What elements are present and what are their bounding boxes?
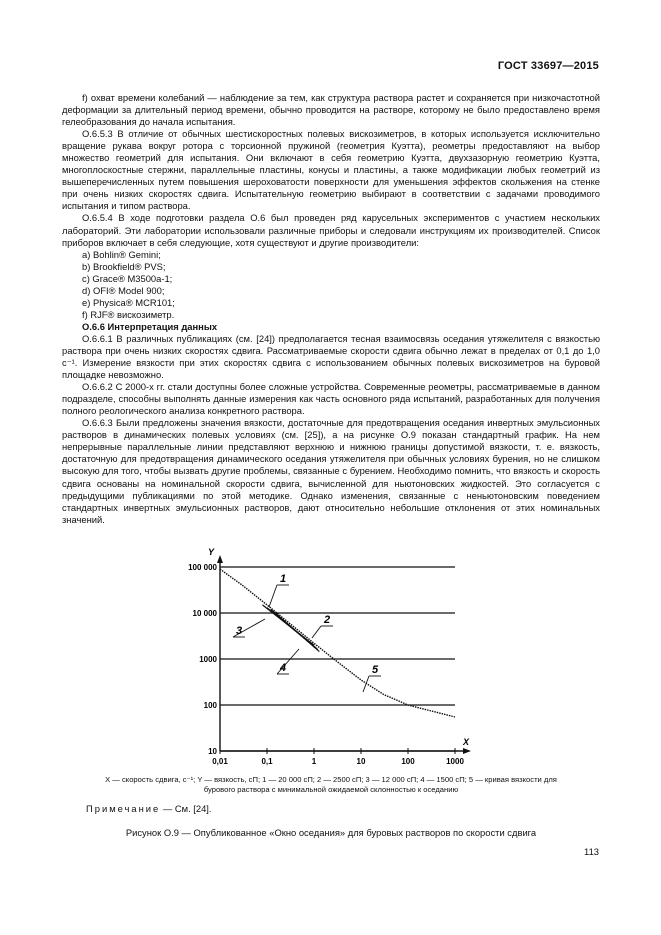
curve-label-1: 1 xyxy=(279,573,287,585)
note xyxy=(86,803,212,814)
leader-line xyxy=(269,585,277,607)
legend-line: X — скорость сдвига, с⁻¹; Y — вязкость, сП; 1 — 20 000 сП; 2 — 2500 сП; 3 — 12 000 сП; 4 — 1500 сП; 5 — кривая вязкости для xyxy=(105,775,557,784)
leader-line xyxy=(312,626,321,638)
device-item: d) OFI® Model 900; xyxy=(82,284,165,296)
x-tick-label: 10 xyxy=(356,757,366,766)
device-item: f) RJF® вискозиметр. xyxy=(82,308,175,320)
device-item: c) Grace® M3500a-1; xyxy=(82,272,173,284)
y-axis-label: Y xyxy=(208,547,215,557)
curve-label-3: 3 xyxy=(235,625,243,637)
x-tick-label: 1000 xyxy=(446,757,464,766)
y-tick-label: 100 xyxy=(203,701,217,710)
legend-line: бурового раствора с минимальной ожидаемой склонностью к оседанию xyxy=(203,785,459,794)
paragraph: О.6.5.3 В отличие от обычных шестискоростных полевых вискозиметров, в которых используется исключительно вращение рукава вокруг ротора с торсионной пружиной (геометрия Куэтта), реометры предоставляют на выбор множество геометрий для испытания. Они включают в себя геометрию Куэтта, двухзазорную геометрию Куэтта, многоплоскостные стержни, параллельные пластины, конусы и пластины, а также модификации любых геометрий из вышеперечисленных путем повышения шероховатости поверхности для уменьшения эффектов скольжения на стенке при очень низких скоростях сдвига. Испытательную геометрию выбирают в соответствии с задачами проводимого испытания и типом раствора. xyxy=(62,128,600,212)
x-tick-label: 0,1 xyxy=(261,757,273,766)
series-line-5 xyxy=(220,569,455,717)
note-label: Примечание xyxy=(86,803,161,814)
curve-label-2: 2 xyxy=(323,614,331,626)
x-tick-label: 1 xyxy=(311,757,317,766)
y-tick-label: 10 xyxy=(208,747,217,756)
figure-legend xyxy=(62,775,600,795)
paragraph: О.6.6.1 В различных публикациях (см. [24]) предполагается тесная взаимосвязь оседания утяжелителя с вязкостью раствора при очень низких скоростях сдвига. Рассматриваемые скорости сдвига обычно лежат в пределах от 0,1 до 1,0 с⁻¹. Измерение вязкости при этих скоростях сдвига с использованием обычных полевых вискозиметров на буровой площадке невозможно. xyxy=(62,332,600,381)
x-tick-label: 0,01 xyxy=(212,757,228,766)
curve-label-4: 4 xyxy=(279,662,287,674)
paragraph: О.6.6.3 Были предложены значения вязкости, достаточные для предотвращения оседания инвертных эмульсионных растворов в динамических полевых условиях (см. [25]), а на рисунке О.9 показан стандартный график. На нем непрерывные параллельные линии представляют верхнюю и нижнюю границы допустимой вязкости, т. е. вязкость, достаточную для предотвращения динамического оседания утяжелителя при обычных условиях бурения, но не слишком высокую для того, чтобы вызвать другие проблемы, связанные с бурением. Необходимо помнить, что вязкость и скорость сдвига основаны на номинальной скорости сдвига, вычисленной для ньютоновских жидкостей. Это согласуется с предыдущими публикациями по этой методике. Однако изменения, связанные с неньютоновским поведением стандартных инвертных эмульсионных растворов, дают относительно небольшие отклонения от этих номинальных значений. xyxy=(62,417,600,525)
device-item: e) Physica® MCR101; xyxy=(82,296,175,308)
device-item: а) Bohlin® Gemini; xyxy=(82,248,161,260)
y-tick-label: 1000 xyxy=(199,655,217,664)
section-title: О.6.6 Интерпретация данных xyxy=(82,320,218,332)
y-axis-arrow xyxy=(217,555,223,563)
paragraph: О.6.5.4 В ходе подготовки раздела О.6 был проведен ряд карусельных экспериментов с участием нескольких лабораторий. Эти лаборатории использовали различные приборы и следовали инструкциям их производителей. Список приборов включает в себя следующие, хотя существуют и другие производители: xyxy=(62,212,600,248)
series-line-4 xyxy=(275,613,319,652)
x-axis-arrow xyxy=(463,748,471,754)
x-axis-label: X xyxy=(463,737,470,747)
y-tick-label: 10 000 xyxy=(192,609,217,618)
x-tick-label: 100 xyxy=(401,757,415,766)
figure-title: Рисунок О.9 — Опубликованное «Окно оседания» для буровых растворов по скорости сдвига xyxy=(125,827,537,838)
curve-label-5: 5 xyxy=(371,664,379,676)
paragraph: f) охват времени колебаний — наблюдение за тем, как структура раствора растет и сохраняется при низкочастотной деформации за длительный период времени, обычно проводится на растворе, которому не было предоставлено время гелеобразования до начала испытания. xyxy=(62,92,600,128)
y-tick-label: 100 000 xyxy=(188,563,217,572)
device-item: b) Brookfield® PVS; xyxy=(82,260,166,272)
standard-header: ГОСТ 33697—2015 xyxy=(497,60,599,72)
viscosity-chart xyxy=(188,535,505,775)
page-number: 113 xyxy=(584,846,599,857)
note-text: — См. [24]. xyxy=(162,803,212,814)
body-text xyxy=(62,92,600,526)
paragraph: О.6.6.2 С 2000-х гг. стали доступны более сложные устройства. Современные реометры, рассматриваемые в данном подразделе, способны выполнять данные измерения как часть основного ряда испытаний, разработанных для получения полного реологического анализа конкретного раствора. xyxy=(62,381,600,417)
